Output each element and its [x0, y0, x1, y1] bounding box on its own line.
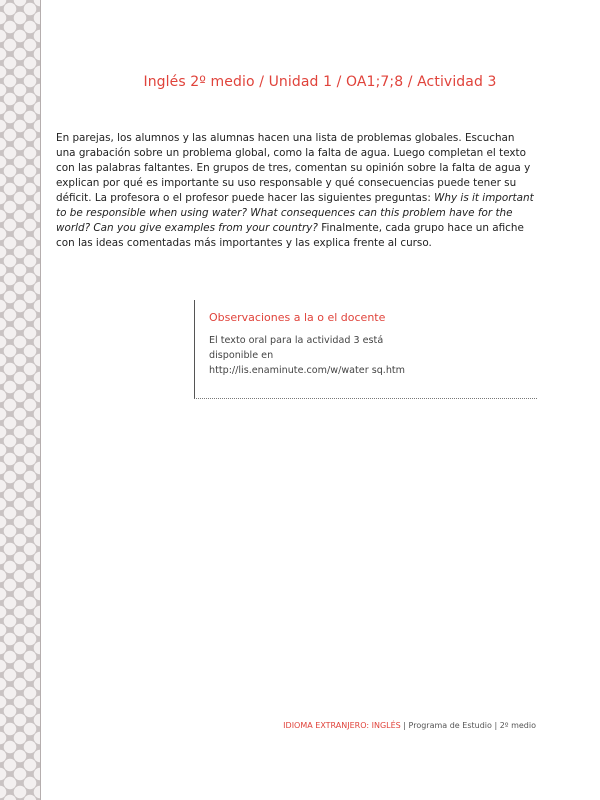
activity-text-part1: En parejas, los alumnos y las alumnas hacen una lista de problemas globales. Escuchan una grabación sobre un problema global, como la falta de agua. Luego completan el texto con las palabras faltantes. En grupos de tres, comentan su opinión sobre la falta de agua y explican por qué es importante su uso responsable y qué consecuencias puede tener su déficit. La profesora o el profesor puede hacer las siguientes preguntas: — [56, 132, 531, 204]
observations-link[interactable]: http://lis.enaminute.com/w/water sq.htm — [209, 365, 406, 376]
observations-box — [194, 300, 537, 399]
page-footer — [283, 721, 536, 730]
footer-separator: | — [400, 721, 409, 730]
activity-description — [56, 131, 534, 251]
footer-level: 2º medio — [499, 721, 536, 730]
observations-line: El texto oral para la actividad 3 está — [209, 335, 384, 346]
observations-line: disponible en — [209, 350, 274, 361]
activity-text-part2: Finalmente, cada grupo hace un afiche con las ideas comentadas más importantes y las explica frente al curso. — [56, 222, 524, 249]
activity-questions: Why is it important to be responsible when using water? What consequences can this problem have for the world? Can you give examples from your country? — [56, 192, 534, 234]
page-title: Inglés 2º medio / Unidad 1 / OA1;7;8 / Actividad 3 — [143, 74, 497, 90]
footer-program: Programa de Estudio — [408, 721, 492, 730]
observations-title: Observaciones a la o el docente — [209, 311, 386, 324]
observations-text — [209, 333, 419, 378]
footer-separator: | — [491, 721, 500, 730]
footer-subject: IDIOMA EXTRANJERO: INGLÉS — [283, 721, 401, 730]
decorative-side-strip — [0, 0, 41, 800]
